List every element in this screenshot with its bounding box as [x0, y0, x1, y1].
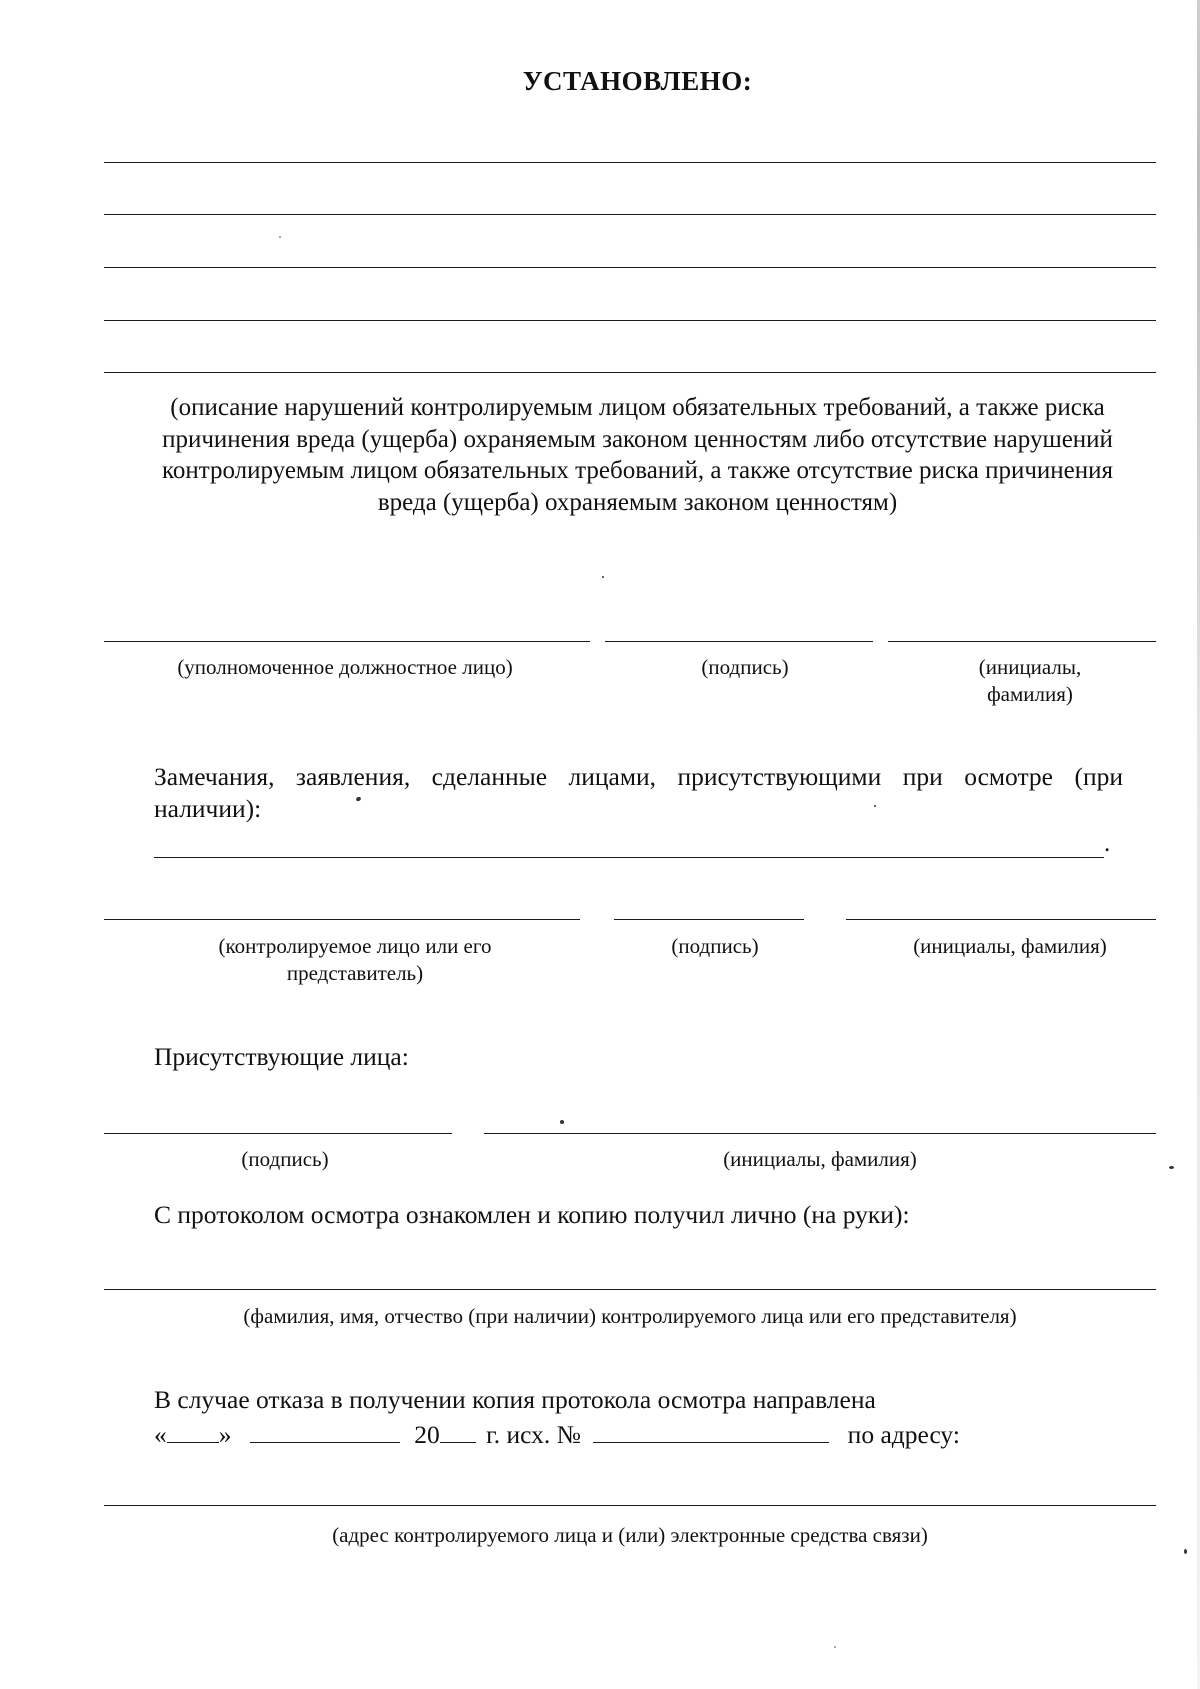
acquainted-text: С протоколом осмотра ознакомлен и копию получил лично (на руки): — [154, 1200, 910, 1229]
official-name-line — [104, 641, 590, 642]
official-signature-caption: (подпись) — [701, 655, 789, 679]
year-prefix: 20 — [414, 1420, 440, 1449]
findings-line-5 — [104, 372, 1156, 373]
scan-speck — [1169, 1166, 1174, 1169]
close-quote: » — [218, 1420, 232, 1449]
violations-caption: (описание нарушений контролируемым лицом обязательных требований, а также риска причинения вреда (ущерба) охраняемым законом ценностям либо отсутствие нарушений контролируемым лицом обязательных требований, а также отсутствие риска причинения вреда (ущерба) охраняемым законом ценностям) — [161, 394, 1114, 516]
controlled-initials-caption: (инициалы, фамилия) — [913, 934, 1107, 958]
controlled-initials-line — [846, 919, 1156, 920]
present-persons-label: Присутствующие лица: — [154, 1042, 409, 1071]
present-signature-line — [104, 1133, 452, 1134]
findings-line-1 — [104, 162, 1156, 163]
open-quote: « — [154, 1420, 167, 1449]
day-blank — [167, 1418, 219, 1443]
refusal-text: В случае отказа в получении копия протокола осмотра направлена — [154, 1385, 876, 1414]
remarks-line-end: . — [1104, 830, 1111, 857]
address-line — [104, 1505, 1156, 1506]
scan-speck — [1184, 1549, 1187, 1554]
scan-speck — [834, 1646, 836, 1648]
month-blank — [250, 1418, 400, 1443]
present-initials-caption: (инициалы, фамилия) — [723, 1147, 917, 1171]
outgoing-number-label: г. исх. № — [486, 1420, 581, 1449]
official-initials-line — [888, 641, 1156, 642]
controlled-person-line — [104, 919, 580, 920]
scan-speck — [602, 576, 604, 578]
scan-speck — [279, 236, 281, 238]
acquainted-caption: (фамилия, имя, отчество (при наличии) контролируемого лица или его представителя) — [243, 1304, 1017, 1328]
address-label: по адресу: — [847, 1420, 960, 1449]
findings-line-4 — [104, 320, 1156, 321]
official-caption: (уполномоченное должностное лицо) — [177, 655, 513, 679]
remarks-line — [154, 857, 1104, 858]
controlled-person-caption: (контролируемое лицо или его представитель) — [218, 934, 492, 985]
controlled-signature-caption: (подпись) — [671, 934, 759, 958]
scan-speck — [560, 1120, 564, 1124]
refusal-details-row — [154, 1418, 960, 1451]
findings-line-2 — [104, 214, 1156, 215]
remarks-text: Замечания, заявления, сделанные лицами, присутствующими при осмотре (при наличии): — [154, 762, 1123, 823]
document-title: УСТАНОВЛЕНО: — [522, 66, 753, 96]
address-caption: (адрес контролируемого лица и (или) электронные средства связи) — [332, 1523, 928, 1547]
present-signature-caption: (подпись) — [241, 1147, 329, 1171]
official-initials-caption: (инициалы, фамилия) — [978, 655, 1082, 706]
acquainted-line — [104, 1289, 1156, 1290]
official-signature-line — [605, 641, 873, 642]
controlled-signature-line — [614, 919, 804, 920]
outgoing-number-blank — [593, 1418, 829, 1443]
year-blank — [440, 1418, 476, 1443]
findings-line-3 — [104, 267, 1156, 268]
scan-speck — [874, 805, 876, 807]
present-initials-line — [484, 1133, 1156, 1134]
